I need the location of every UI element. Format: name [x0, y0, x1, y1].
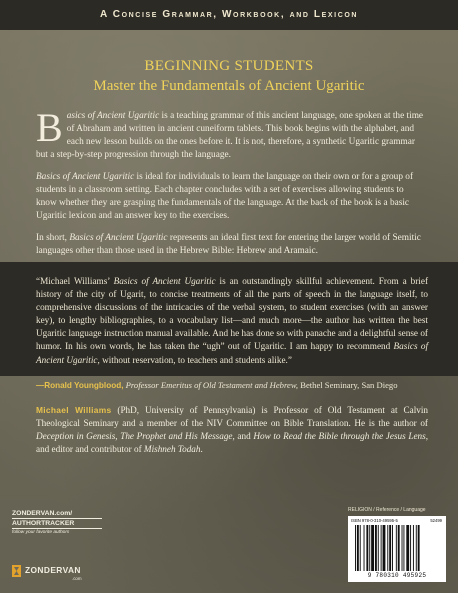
endorser-place: Bethel Seminary, San Diego: [298, 380, 398, 390]
book-title-ref: Basics of Ancient Ugaritic: [69, 233, 168, 243]
zondervan-suffix: .com: [72, 576, 82, 581]
zondervan-logo: [12, 562, 122, 582]
barcode-digits: 9 780310 495925: [367, 572, 427, 579]
headline-line1: BEGINNING STUDENTS: [144, 58, 314, 74]
authortracker-wordmark: AUTHORTRACKER: [12, 518, 102, 529]
description-text: represents an ideal first text for entering the larger world of Semitic languages other than those used in the Hebrew Bible: Hebrew and Aramaic.: [36, 233, 421, 256]
endorser-name: —Ronald Youngblood,: [36, 381, 124, 390]
quote-text: , without reservation, to teachers and students alike.”: [97, 354, 292, 365]
series-tagline: A Concise Grammar, Workbook, and Lexicon: [99, 9, 359, 20]
barcode-graphic: [354, 525, 440, 571]
series-tagline-bar: [0, 0, 458, 30]
barcode-area: [348, 507, 448, 587]
quote-text: is an outstandingly skillful achievement. From a brief history of the city of Ugarit, to concise treatments of all the parts of speech in the language itself, to comprehensive discussions of the intricacies of the verbal system, to student exercises (with an answer key), to lengthy bibliographies, to a vocabulary list—and much more—the author has written the best Ugaritic language instruction manual available. And he has done so with panache and a delightful sense of humor. In his own words, he has taken the “ugh” out of Ugaritic. I am happy to recommend: [36, 276, 428, 352]
endorsement-quote: [36, 275, 428, 367]
description-text: In short,: [36, 233, 70, 243]
quote-text: “Michael Williams’: [36, 276, 114, 286]
drop-cap: B: [36, 105, 63, 150]
book-title-ref: Basics of Ancient Ugaritic: [36, 341, 429, 365]
price-code: 52499: [430, 518, 442, 523]
description-text: is a teaching grammar of this ancient language, one spoken at the time of Abraham and written in ancient cuneiform tablets. This book begins with the alphabet, and each new lesson builds on the ones before it. It is not, therefore, a synthetic Ugaritic grammar but a step-by-step progression through the language.: [36, 111, 424, 160]
bio-text: , and: [232, 431, 254, 442]
authortracker-tagline: follow your favorite authors: [12, 530, 70, 535]
author-name: Michael Williams: [36, 405, 112, 415]
book-title-ref: Deception in Genesis, The Prophet and His Message: [36, 431, 233, 442]
description-paragraph-1: [36, 105, 424, 162]
bio-text: (PhD, University of Pennsylvania) is Professor of Old Testament at Calvin Theological Seminary and a member of the NIV Committee on Bible Translation. He is the author of: [36, 405, 429, 429]
book-title-ref: Mishneh Todah: [143, 444, 201, 455]
bio-text: .: [200, 444, 203, 455]
description-text: is ideal for individuals to learn the language on their own or for a group of students in a classroom setting. Each chapter concludes with a set of exercises allowing students to know whether they are grasping the fundamentals of the language. At the back of the book is a basic Ugaritic lexicon and an answer key to the exercises.: [36, 172, 414, 221]
zondervan-z-icon: [12, 565, 21, 577]
bio-text: , and editor and contributor of: [36, 431, 428, 455]
author-bio: [36, 404, 428, 456]
zondervan-wordmark: ZONDERVAN: [25, 565, 81, 575]
isbn-text: ISBN 978-0-310-49595-5: [351, 518, 398, 523]
book-title-ref: Basics of Ancient Ugaritic: [113, 276, 216, 286]
book-title-ref: Basics of Ancient Ugaritic: [36, 172, 135, 182]
endorser-role: Professor Emeritus of Old Testament and Hebrew,: [123, 380, 299, 390]
authortracker-logo: [12, 510, 102, 535]
description-paragraph-2: [36, 171, 424, 223]
description-block: [36, 105, 424, 267]
bisac-category: RELIGION / Reference / Language: [348, 507, 426, 513]
headline-line2: Master the Fundamentals of Ancient Ugaritic: [93, 78, 365, 94]
book-title-ref: asics of Ancient Ugaritic: [66, 111, 160, 121]
description-paragraph-3: [36, 232, 424, 258]
publisher-site: ZONDERVAN.com/: [12, 510, 73, 517]
book-title-ref: How to Read the Bible through the Jesus Lens: [253, 431, 426, 442]
endorsement-credit: [36, 380, 436, 390]
barcode-box: [348, 516, 446, 582]
